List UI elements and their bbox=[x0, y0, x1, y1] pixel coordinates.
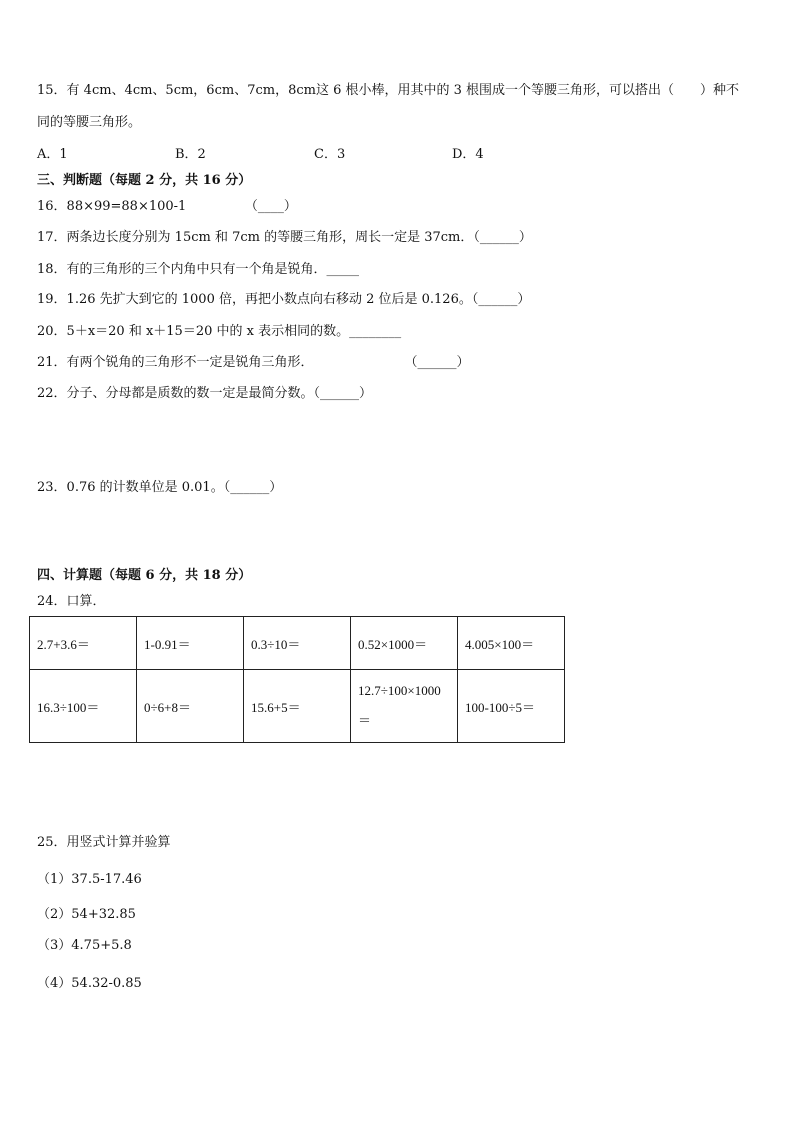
option-d: D．4 bbox=[452, 147, 484, 162]
mental-math-table bbox=[29, 616, 565, 743]
section-3-title: 三、判断题（每题 2 分，共 16 分） bbox=[37, 173, 252, 188]
question-21: 21．有两个锐角的三角形不一定是锐角三角形． （______） bbox=[37, 355, 470, 370]
table-cell: 16.3÷100＝ bbox=[30, 670, 137, 743]
table-cell: 0.3÷10＝ bbox=[244, 617, 351, 670]
question-16: 16．88×99=88×100-1 （____） bbox=[37, 199, 297, 214]
table-cell: 1-0.91＝ bbox=[137, 617, 244, 670]
question-25-item-2: （2）54+32.85 bbox=[37, 907, 136, 922]
question-19: 19．1.26 先扩大到它的 1000 倍，再把小数点向右移动 2 位后是 0.126。（______） bbox=[37, 292, 531, 307]
question-23: 23．0.76 的计数单位是 0.01。（______） bbox=[37, 480, 283, 495]
option-c: C．3 bbox=[314, 147, 346, 162]
table-row bbox=[30, 670, 565, 743]
table-cell: 12.7÷100×1000＝ bbox=[351, 670, 458, 743]
question-25-item-1: （1）37.5-17.46 bbox=[37, 872, 142, 887]
question-25-item-3: （3）4.75+5.8 bbox=[37, 938, 132, 953]
table-cell: 15.6+5＝ bbox=[244, 670, 351, 743]
option-b: B．2 bbox=[175, 147, 206, 162]
question-25-label: 25．用竖式计算并验算 bbox=[37, 835, 171, 850]
table-cell: 2.7+3.6＝ bbox=[30, 617, 137, 670]
table-cell: 0÷6+8＝ bbox=[137, 670, 244, 743]
section-4-title: 四、计算题（每题 6 分，共 18 分） bbox=[37, 568, 252, 583]
table-row bbox=[30, 617, 565, 670]
question-18: 18．有的三角形的三个内角中只有一个角是锐角．_____ bbox=[37, 262, 360, 277]
option-a: A．1 bbox=[37, 147, 68, 162]
question-22: 22．分子、分母都是质数的数一定是最简分数。（______） bbox=[37, 386, 373, 401]
table-cell: 100-100÷5＝ bbox=[458, 670, 565, 743]
question-20: 20．5＋x＝20 和 x＋15＝20 中的 x 表示相同的数。________ bbox=[37, 324, 402, 339]
question-15-line-2: 同的等腰三角形。 bbox=[37, 115, 142, 130]
question-25-item-4: （4）54.32-0.85 bbox=[37, 976, 142, 991]
question-24-label: 24．口算． bbox=[37, 594, 106, 609]
table-cell: 4.005×100＝ bbox=[458, 617, 565, 670]
question-17: 17．两条边长度分别为 15cm 和 7cm 的等腰三角形，周长一定是 37cm．（______） bbox=[37, 230, 532, 245]
table-cell: 0.52×1000＝ bbox=[351, 617, 458, 670]
question-15-line-1: 15．有 4cm、4cm、5cm，6cm、7cm，8cm这 6 根小棒，用其中的 3 根围成一个等腰三角形，可以搭出（ ）种不 bbox=[37, 83, 740, 98]
